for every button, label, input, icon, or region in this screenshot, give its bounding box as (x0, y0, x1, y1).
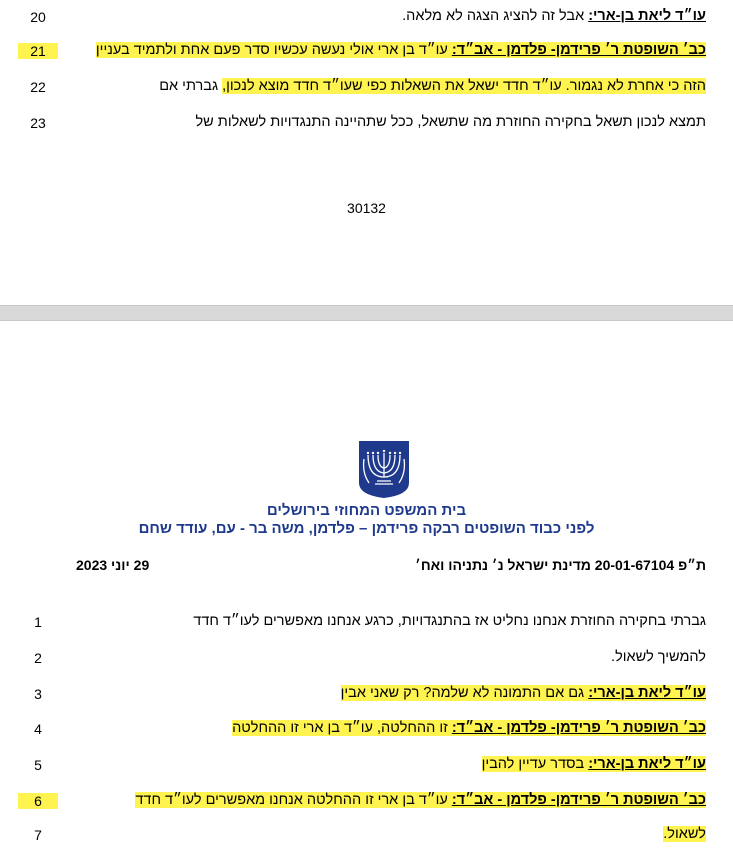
line-text (341, 685, 706, 701)
hearing-date: 29 יוני 2023 (76, 557, 150, 573)
transcript-line (0, 76, 733, 100)
transcript-line (0, 611, 733, 635)
line-text (402, 8, 706, 24)
speaker-label: עו״ד ליאת בן-ארי: (588, 685, 706, 701)
line-content: זו ההחלטה, עו״ד בן ארי זו ההחלטה (232, 720, 452, 736)
transcript-line (0, 754, 733, 778)
line-content: להמשיך לשאול. (611, 649, 706, 665)
line-content-tail: גברתי אם (159, 78, 223, 94)
transcript-line (0, 40, 733, 64)
transcript-line (0, 6, 733, 30)
speaker-label: עו״ד ליאת בן-ארי: (588, 756, 706, 772)
transcript-line (0, 683, 733, 707)
line-text (482, 756, 706, 772)
state-emblem-icon (357, 439, 411, 499)
line-text (64, 792, 706, 808)
speaker-label: כב׳ השופטת ר׳ פרידמן- פלדמן - אב״ד: (451, 42, 706, 58)
line-number: 2 (34, 650, 42, 666)
case-title: ת״פ 20-01-67104 מדינת ישראל נ׳ נתניהו ואח׳ (415, 557, 706, 573)
line-content: תמצא לנכון תשאל בחקירה החוזרת מה שתשאל, ככל שתהיינה התנגדויות לשאלות של (195, 114, 706, 130)
line-number: 1 (34, 614, 42, 630)
transcript-line (0, 824, 733, 848)
judges-line: לפני כבוד השופטים רבקה פרידמן – פלדמן, משה בר - עם, עודד שחם (138, 520, 595, 537)
speaker-label: כב׳ השופטת ר׳ פרידמן- פלדמן - אב״ד: (451, 720, 706, 736)
transcript-line (0, 647, 733, 671)
line-number: 5 (34, 757, 42, 773)
line-number: 4 (34, 721, 42, 737)
transcript-line (0, 112, 733, 136)
court-name: בית המשפט המחוזי בירושלים (266, 502, 467, 519)
line-text (64, 114, 706, 130)
line-content: אבל זה להציג הצגה לא מלאה. (402, 8, 589, 24)
line-number: 6 (18, 793, 58, 809)
line-number: 20 (30, 9, 46, 25)
page-number: 30132 (347, 200, 386, 216)
line-number: 3 (34, 686, 42, 702)
line-content: עו״ד בן ארי זו ההחלטה אנחנו מאפשרים לעו״ד חדד (135, 792, 452, 808)
line-content: גם אם התמונה לא שלמה? רק שאני אבין (340, 685, 589, 701)
speaker-label: כב׳ השופטת ר׳ פרידמן- פלדמן - אב״ד: (451, 792, 706, 808)
line-content: לשאול. (663, 826, 706, 842)
line-text (64, 78, 706, 94)
line-content: בסדר עדיין להבין (481, 756, 589, 772)
transcript-line (0, 718, 733, 742)
line-content: הזה כי אחרת לא נגמור. עו״ד חדד ישאל את השאלות כפי שעו״ד חדד מוצא לנכון, (222, 78, 706, 94)
line-text (663, 826, 706, 842)
line-content: גברתי בחקירה החוזרת אנחנו נחליט אז בהתנגדויות, כרגע אנחנו מאפשרים לעו״ד חדד (193, 613, 706, 629)
page-separator (0, 305, 733, 321)
line-content: עו״ד בן ארי אולי נעשה עכשיו סדר פעם אחת ולתמיד בעניין (95, 42, 452, 58)
line-number: 7 (34, 827, 42, 843)
line-number: 21 (18, 43, 58, 59)
speaker-label: עו״ד ליאת בן-ארי: (588, 8, 706, 24)
transcript-page-1 (0, 0, 733, 305)
line-text (64, 42, 706, 58)
line-text (232, 720, 706, 736)
line-number: 22 (30, 79, 46, 95)
line-number: 23 (30, 115, 46, 131)
line-text (611, 649, 706, 665)
transcript-page-2 (0, 321, 733, 846)
line-text (64, 613, 706, 629)
transcript-line (0, 790, 733, 814)
